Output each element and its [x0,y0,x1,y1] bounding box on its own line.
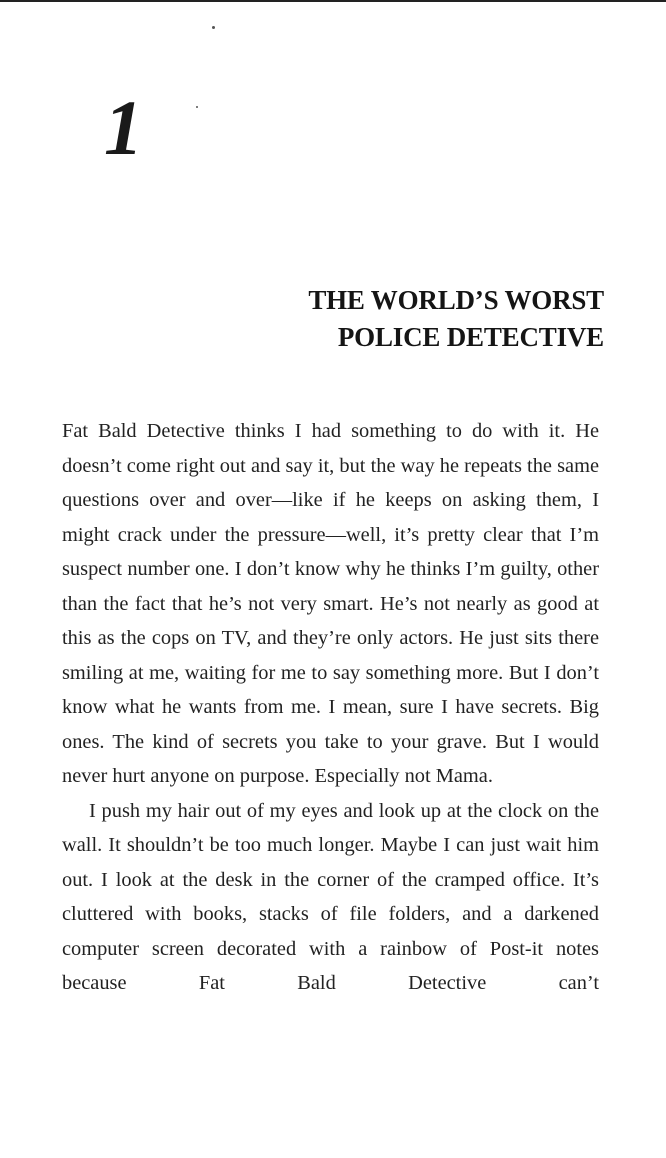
paragraph: Fat Bald Detective thinks I had something to do with it. He doesn’t come right out and say it, but the way he repeats the same questions over and over—like if he keeps on asking them, I might crack under the pressure—well, it’s pretty clear that I’m suspect number one. I don’t know why he thinks I’m guilty, other than the fact that he’s not very smart. He’s not nearly as good at this as the cops on TV, and they’re only actors. He just sits there smiling at me, waiting for me to say something more. But I don’t know what he wants from me. I mean, sure I have secrets. Big ones. The kind of secrets you take to your grave. But I would never hurt anyone on purpose. Especially not Mama. [62,420,599,787]
print-speck [212,26,215,29]
chapter-title [308,282,604,356]
chapter-number: 1 [104,84,143,171]
paragraph: I push my hair out of my eyes and look up at the clock on the wall. It shouldn’t be too much longer. Maybe I can just wait him out. I look at the desk in the corner of the cramped office. It’s cluttered with books, stacks of file folders, and a darkened computer screen decorated with a rainbow of Post-it notes because Fat Bald Detective can’t [62,799,599,994]
chapter-body-text [62,414,599,1001]
chapter-title-line: THE WORLD’S WORST [308,285,604,315]
print-speck [196,106,198,108]
chapter-title-line: POLICE DETECTIVE [337,322,604,352]
page-top-edge [0,0,666,2]
